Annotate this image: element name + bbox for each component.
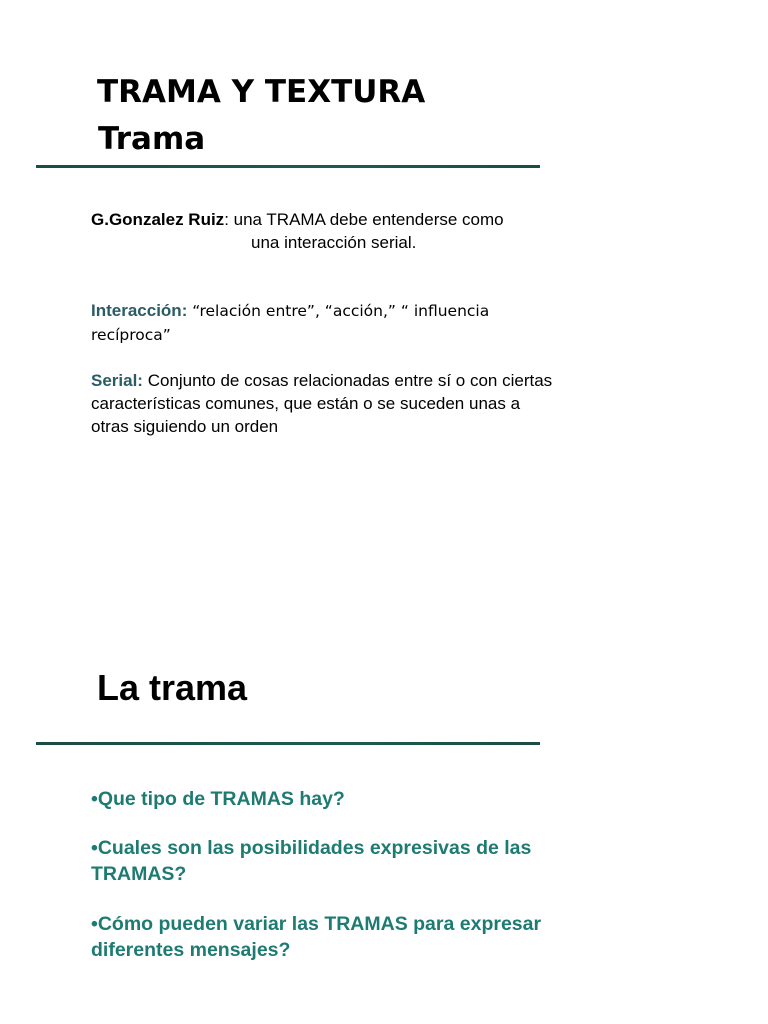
slide-la-trama — [0, 512, 768, 1024]
question-item: •Cuales son las posibilidades expresivas de las TRAMAS? — [91, 837, 532, 885]
slide-subtitle: Trama — [98, 121, 206, 157]
author-text-line-1: : una TRAMA debe entenderse como — [224, 210, 504, 229]
slide-title: TRAMA Y TEXTURA — [97, 74, 426, 110]
interaccion-text: “relación entre”, “acción,” “ influencia recíproca” — [91, 302, 490, 344]
title-divider — [36, 165, 540, 168]
question-item: •Que tipo de TRAMAS hay? — [91, 788, 345, 810]
serial-term: Serial: — [91, 371, 143, 390]
author-term: G.Gonzalez Ruiz — [91, 210, 225, 229]
question-item: •Cómo pueden variar las TRAMAS para expresar diferentes mensajes? — [91, 913, 542, 961]
interaccion-definition — [91, 299, 541, 347]
slide-title: La trama — [97, 667, 248, 708]
serial-text: Conjunto de cosas relacionadas entre sí o con ciertas características comunes, que están o se suceden unas a otras siguiendo un orden — [91, 371, 553, 436]
author-text-line-2: una interacción serial. — [251, 233, 417, 252]
interaccion-term: Interacción: — [91, 301, 188, 320]
serial-definition — [91, 369, 561, 438]
title-divider — [36, 742, 540, 745]
author-definition — [91, 208, 504, 254]
